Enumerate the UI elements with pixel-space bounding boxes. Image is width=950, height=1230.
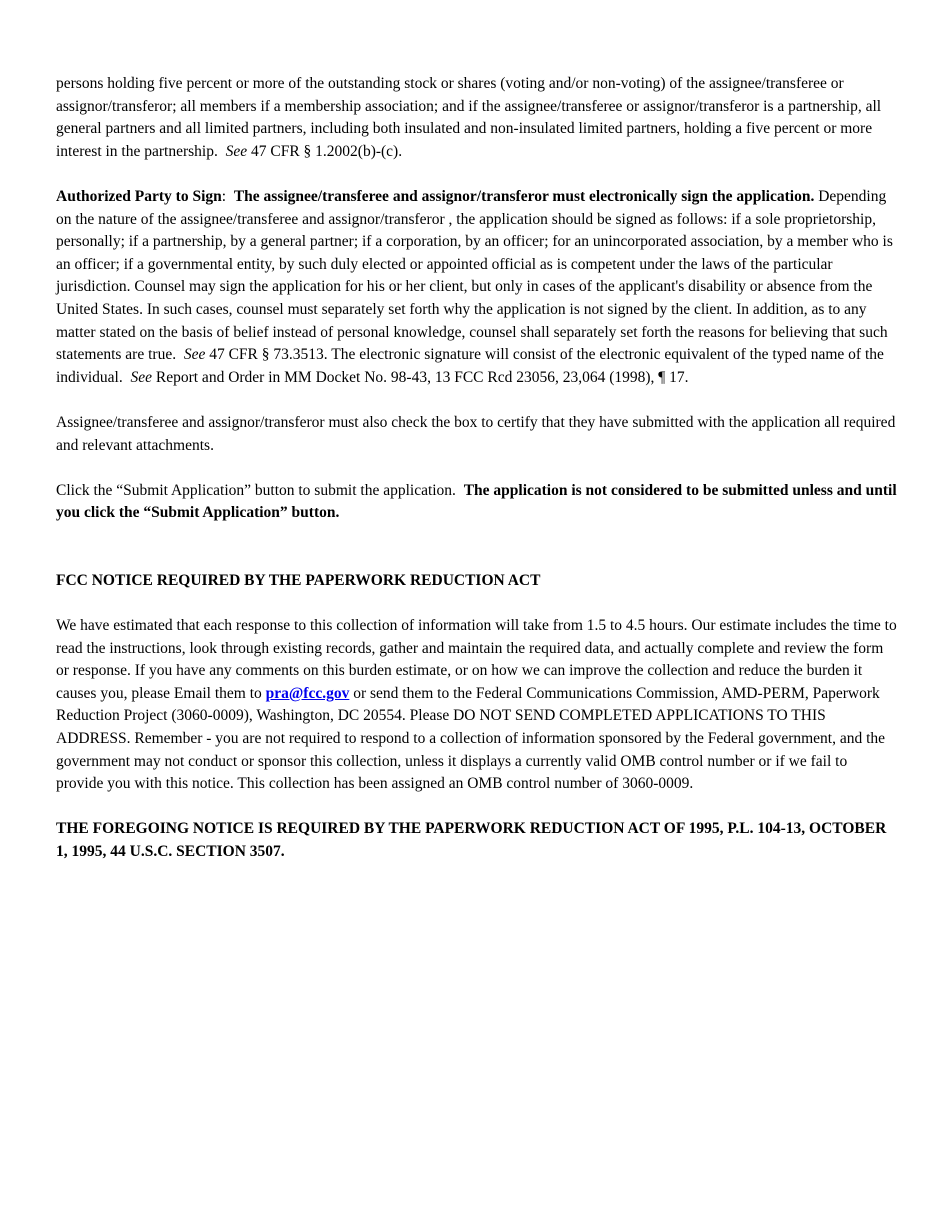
burden-estimate-text: We have estimated that each response to this collection of information will take from 1.5 to 4.5 hours. Our estimate includes the time to read the instructions, look through existing records, gather and maintain the required data, and actually complete and review the form or response. If you have any comments on this burden estimate, or on how we can improve the collection and reduce the burden it causes you, please Email them to (56, 617, 897, 702)
cfr-citation: 47 CFR § 1.2002(b)-(c). (250, 142, 403, 160)
authorized-party-label: Authorized Party to Sign (56, 187, 222, 205)
submit-warning: The application is not considered to be submitted unless and until you click the “Submit Application” button. (56, 481, 897, 522)
authorized-party-paragraph (56, 186, 898, 389)
foregoing-notice-footer: THE FOREGOING NOTICE IS REQUIRED BY THE PAPERWORK REDUCTION ACT OF 1995, P.L. 104-13, OCTOBER 1, 1995, 44 U.S.C. SECTION 3507. (56, 820, 887, 860)
paperwork-notice-paragraph (56, 615, 898, 796)
document-page (56, 73, 898, 886)
report-order-citation: Report and Order in MM Docket No. 98-43, 13 FCC Rcd 23056, 23,064 (1998), ¶ 17. (155, 368, 689, 386)
mailing-address-text: or send them to the Federal Communications Commission, AMD-PERM, Paperwork Reduction Project (3060-0009), Washington, DC 20554. Please DO NOT SEND COMPLETED APPLICATIONS TO THIS ADDRESS. Remember - you are not required to respond to a collection of information sponsored by the Federal government, and the government may not conduct or sponsor this collection, unless it displays a currently valid OMB control number or if we fail to provide you with this notice. This collection has been assigned an OMB control number of 3060-0009. (56, 684, 886, 793)
see-signal: See (225, 142, 248, 160)
ownership-text: persons holding five percent or more of the outstanding stock or shares (voting and/or non-voting) of the assignee/transferee or assignor/transferor; all members if a membership association; and if the assignee/transferee or assignor/transferor is a partnership, all general partners and all limited partners, including both insulated and non-insulated limited partners, holding a five percent or more interest in the partnership. (56, 75, 882, 160)
certification-text: Assignee/transferee and assignor/transferor must also check the box to certify that they have submitted with the application all required and relevant attachments. (56, 413, 896, 454)
see-signal: See (130, 368, 152, 386)
attachments-certification-paragraph (56, 412, 898, 457)
submit-instruction-text: Click the “Submit Application” button to submit the application. (56, 481, 456, 499)
see-signal: See (183, 346, 206, 364)
electronic-signature-text: The electronic signature will consist of the electronic equivalent of the typed name of the individual. (56, 346, 884, 386)
signature-requirement: The assignee/transferee and assignor/transferor must electronically sign the application. (233, 187, 815, 205)
notice-heading: FCC NOTICE REQUIRED BY THE PAPERWORK REDUCTION ACT (56, 571, 541, 589)
label-colon: : (221, 187, 227, 205)
ownership-paragraph (56, 73, 898, 163)
submit-instructions-paragraph (56, 480, 898, 525)
cfr-citation: 47 CFR § 73.3513. (209, 346, 328, 364)
email-link[interactable]: pra@fcc.gov (265, 684, 350, 702)
signing-rules-text: Depending on the nature of the assignee/transferee and assignor/transferor , the application should be signed as follows: if a sole proprietorship, personally; if a partnership, by a general partner; if a corporation, by an officer; for an unincorporated association, by a member who is an officer; if a governmental entity, by such duly elected or appointed official as is competent under the laws of the particular jurisdiction. Counsel may sign the application for his or her client, but only in cases of the applicant's disability or absence from the United States. In such cases, counsel must separately set forth why the application is not signed by the client. In addition, as to any matter stated on the basis of belief instead of personal knowledge, counsel shall separately set forth the reasons for believing that such statements are true. (56, 187, 893, 364)
